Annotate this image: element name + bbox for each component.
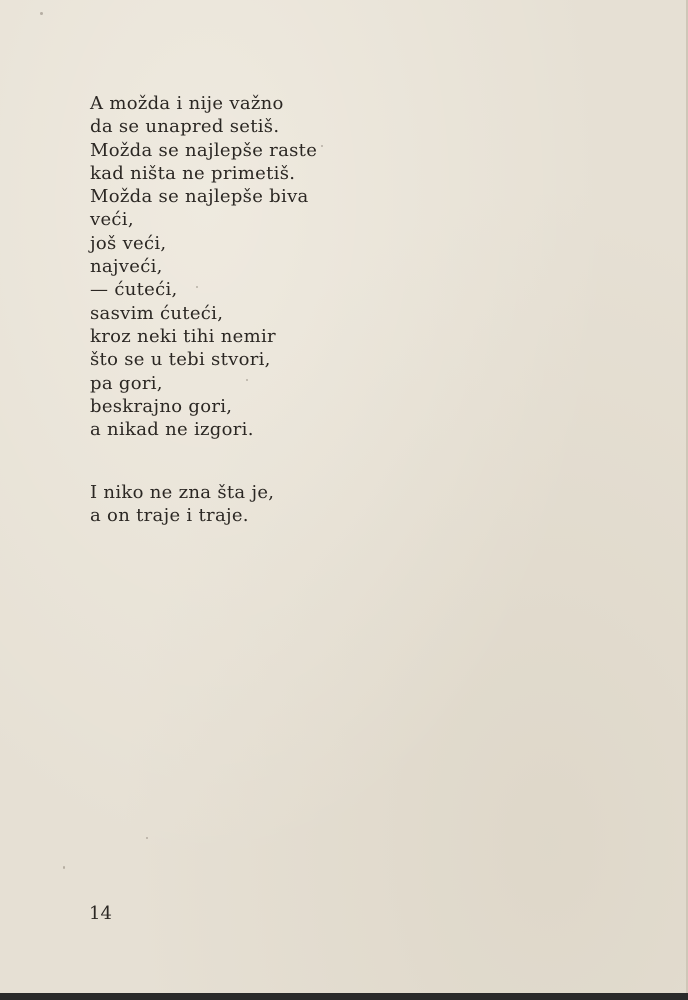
poem-line: sasvim ćuteći, — [90, 302, 224, 324]
poem-line: kroz neki tihi nemir — [90, 325, 276, 347]
poem-line: Možda se najlepše biva — [90, 186, 309, 208]
poem-line: a nikad ne izgori. — [90, 419, 254, 441]
poem-line: Možda se najlepše raste — [90, 139, 318, 161]
poem-line: veći, — [90, 209, 134, 231]
poem-line: — ćuteći, — [90, 279, 178, 301]
poem-line: što se u tebi stvori, — [90, 349, 271, 371]
poem-stanza-1 — [90, 92, 317, 441]
paper-speck — [146, 837, 148, 839]
poem-line: kad ništa ne primetiš. — [90, 162, 296, 184]
poem-line: pa gori, — [90, 372, 163, 394]
poem-line: da se unapred setiš. — [90, 116, 280, 138]
poem-line: još veći, — [90, 232, 167, 254]
scan-bottom-edge — [0, 993, 688, 1000]
poem-line: I niko ne zna šta je, — [90, 482, 275, 503]
page-number: 14 — [89, 903, 112, 924]
paper-speck — [196, 286, 198, 288]
poem-stanza-2 — [90, 481, 274, 528]
poem-line: najveći, — [90, 256, 163, 278]
poem-line: a on traje i traje. — [90, 505, 249, 527]
poem-line: beskrajno gori, — [90, 395, 233, 417]
poem-line: A možda i nije važno — [90, 93, 284, 114]
paper-speck — [321, 145, 323, 147]
paper-speck — [246, 379, 248, 381]
paper-speck — [63, 866, 65, 869]
paper-speck — [40, 12, 43, 15]
